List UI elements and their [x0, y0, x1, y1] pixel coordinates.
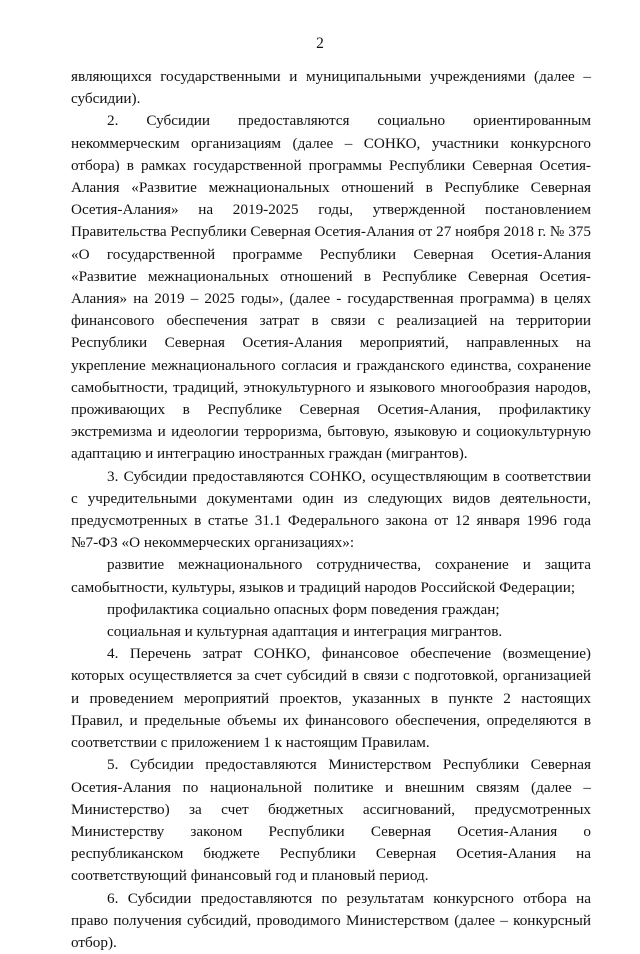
list-item-activity-3: социальная и культурная адаптация и интеграция мигрантов.	[107, 623, 503, 641]
document-body	[71, 66, 591, 954]
paragraph-2: 2. Субсидии предоставляются социально ориентированным некоммерческим организациям (далее – СОНКО, участники конкурсного отбора) в рамках государственной программы Республики Северная Осетия-Алания «Развитие межнациональных отношений в Республике Северная Осетия-Алания» на 2019-2025 годы, утвержденной постановлением Правительства Республики Северная Осетия-Алания от 27 ноября 2018 г. № 375 «О государственной программе Республики Северная Осетия-Алания «Развитие межнациональных отношений в Республике Северная Осетия-Алания» на 2019 – 2025 годы», (далее - государственная программа) в целях финансового обеспечения затрат в связи с реализацией на территории Республики Северная Осетия-Алания мероприятий, направленных на укрепление межнационального согласия и гражданского единства, сохранение самобытности, традиций, этнокультурного и языкового многообразия народов, проживающих в Республике Северная Осетия-Алания, профилактику экстремизма и идеологии терроризма, бытовую, языковую и социокультурную адаптацию и интеграцию иностранных граждан (мигрантов).	[71, 112, 591, 463]
list-item-activity-2: профилактика социально опасных форм поведения граждан;	[107, 600, 500, 618]
paragraph-continuation: являющихся государственными и муниципальными учреждениями (далее – субсидии).	[71, 68, 591, 108]
page-number: 2	[316, 35, 324, 52]
paragraph-4: 4. Перечень затрат СОНКО, финансовое обеспечение (возмещение) которых осуществляется за счет субсидий в связи с подготовкой, организацией и проведением мероприятий проектов, указанных в пункте 2 настоящих Правил, и предельные объемы их финансового обеспечения, определяются в соответствии с приложением 1 к настоящим Правилам.	[71, 645, 591, 752]
paragraph-3: 3. Субсидии предоставляются СОНКО, осуществляющим в соответствии с учредительными документами один из следующих видов деятельности, предусмотренных в статье 31.1 Федерального закона от 12 января 1996 года №7-ФЗ «О некоммерческих организациях»:	[71, 467, 591, 552]
paragraph-6: 6. Субсидии предоставляются по результатам конкурсного отбора на право получения субсидий, проводимого Министерством (далее – конкурсный отбор).	[71, 889, 591, 951]
paragraph-5: 5. Субсидии предоставляются Министерством Республики Северная Осетия-Алания по национальной политике и внешним связям (далее – Министерство) за счет бюджетных ассигнований, предусмотренных Министерству законом Республики Северная Осетия-Алания о республиканском бюджете Республики Северная Осетия-Алания на соответствующий финансовый год и плановый период.	[71, 756, 591, 885]
list-item-activity-1: развитие межнационального сотрудничества, сохранение и защита самобытности, культуры, языков и традиций народов Российской Федерации;	[71, 556, 591, 596]
